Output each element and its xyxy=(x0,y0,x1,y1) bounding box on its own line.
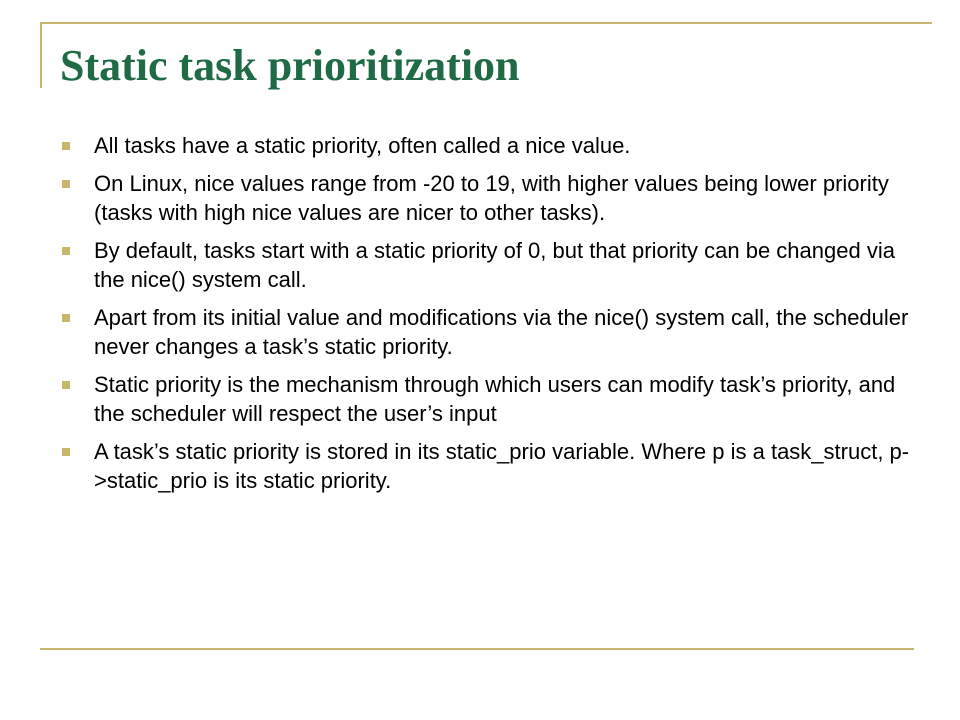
bullet-text: A task’s static priority is stored in its static_prio variable. Where p is a task_struct, p->static_prio is its static priority. xyxy=(94,439,910,493)
bullet-item xyxy=(62,236,912,294)
square-bullet-icon xyxy=(62,314,70,322)
bullet-item xyxy=(62,370,912,428)
bullet-text: Apart from its initial value and modifications via the nice() system call, the scheduler never changes a task’s static priority. xyxy=(94,305,909,359)
bullet-text: All tasks have a static priority, often called a nice value. xyxy=(94,133,631,158)
square-bullet-icon xyxy=(62,247,70,255)
bottom-rule xyxy=(40,648,914,650)
left-rule xyxy=(40,22,42,88)
bullet-item xyxy=(62,437,912,495)
bullet-text: On Linux, nice values range from -20 to 19, with higher values being lower priority (tasks with high nice values are nicer to other tasks). xyxy=(94,171,889,225)
slide-title: Static task prioritization xyxy=(60,41,520,90)
square-bullet-icon xyxy=(62,448,70,456)
bullet-list xyxy=(62,131,912,504)
square-bullet-icon xyxy=(62,180,70,188)
bullet-item xyxy=(62,169,912,227)
bullet-item xyxy=(62,303,912,361)
top-rule xyxy=(40,22,932,24)
square-bullet-icon xyxy=(62,381,70,389)
square-bullet-icon xyxy=(62,142,70,150)
bullet-text: Static priority is the mechanism through which users can modify task’s priority, and the scheduler will respect the user’s input xyxy=(94,372,896,426)
bullet-text: By default, tasks start with a static priority of 0, but that priority can be changed via the nice() system call. xyxy=(94,238,895,292)
bullet-item xyxy=(62,131,912,160)
